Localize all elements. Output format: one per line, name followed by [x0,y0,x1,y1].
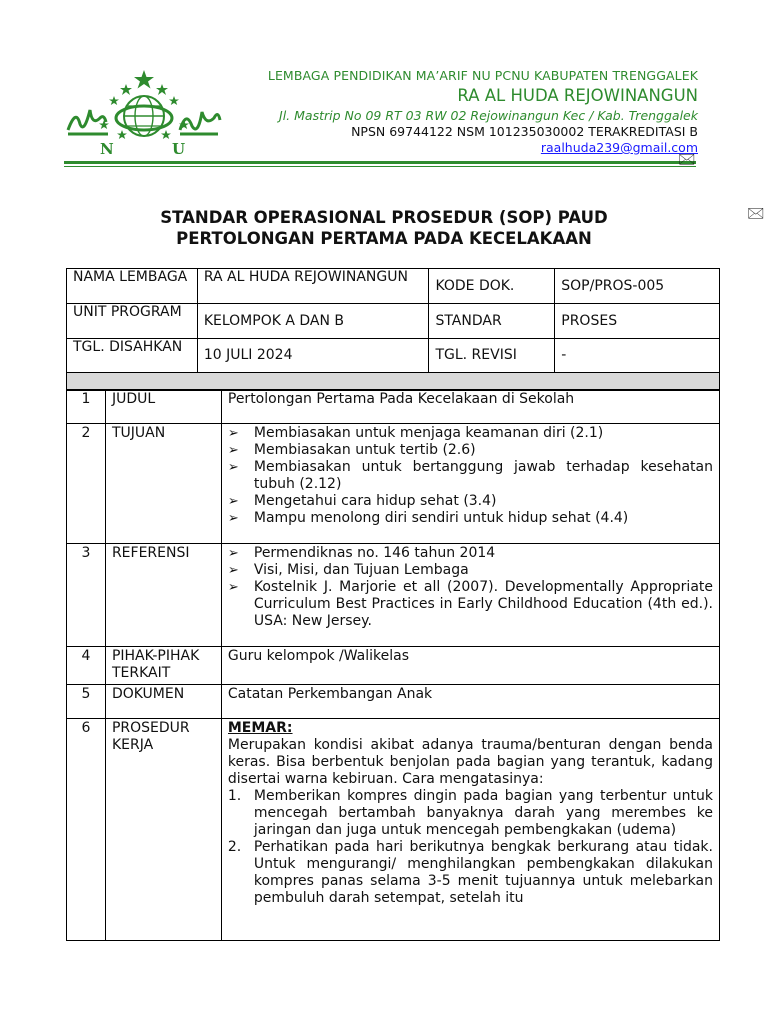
logo-letter-n: N [100,140,114,158]
list-item: ➢ Visi, Misi, dan Tujuan Lembaga [228,562,713,579]
info-label-kode: KODE DOK. [429,269,555,304]
list-item: ➢ Membiasakan untuk menjaga keamanan diri (2.1) [228,425,713,442]
row-content-judul: Pertolongan Pertama Pada Kecelakaan di Sekolah [221,390,719,424]
row-label-dokumen: DOKUMEN [105,685,221,719]
row-number: 2 [67,424,106,544]
list-item: ➢ Mampu menolong diri sendiri untuk hidup sehat (4.4) [228,510,713,527]
list-item [228,788,713,839]
section-intro: Merupakan kondisi akibat adanya trauma/benturan dengan benda keras. Bisa berbentuk benjolan pada bagian yang terantuk, kadang disertai warna kebiruan. Cara mengatasinya: [227,737,713,787]
info-label-revisi: TGL. REVISI [429,339,555,373]
info-value-nama: RA AL HUDA REJOWINANGUN [197,269,429,304]
title-line-1: STANDAR OPERASIONAL PROSEDUR (SOP) PAUD [160,208,608,227]
row-number: 3 [67,544,106,647]
row-label-prosedur: PROSEDUR KERJA [105,719,221,941]
list-item: ➢ Membiasakan untuk tertib (2.6) [228,442,713,459]
info-label-standar: STANDAR [429,304,555,339]
list-item: ➢ Permendiknas no. 146 tahun 2014 [228,545,713,562]
list-item: ➢ Mengetahui cara hidup sehat (3.4) [228,493,713,510]
info-label-unit: UNIT PROGRAM [67,304,198,339]
school-registration: NPSN 69744122 NSM 101235030002 TERAKREDITASI B [351,124,698,139]
step-number: 1. [227,788,242,804]
row-number: 6 [67,719,106,941]
info-value-unit: KELOMPOK A DAN B [197,304,429,339]
header-divider-thin [64,166,696,167]
nu-logo [64,68,224,162]
row-label-judul: JUDUL [105,390,221,424]
row-number: 1 [67,390,106,424]
shaded-separator [67,373,720,391]
school-address: Jl. Mastrip No 09 RT 03 RW 02 Rejowinangun Kec / Kab. Trenggalek [279,108,698,123]
list-item: ➢ Membiasakan untuk bertanggung jawab terhadap kesehatan tubuh (2.12) [228,459,713,493]
row-content-referensi [221,544,719,647]
row-content-prosedur [221,719,719,941]
header-divider [64,161,696,164]
row-label-pihak: PIHAK-PIHAK TERKAIT [105,647,221,685]
logo-letter-u: U [172,140,186,158]
info-label-tgl: TGL. DISAHKAN [67,339,198,373]
row-content-tujuan [221,424,719,544]
step-number: 2. [227,839,242,855]
step-text: Perhatikan pada hari berikutnya bengkak berkurang atau tidak. Untuk mengurangi/ menghilangkan pembengkakan dilakukan kompres panas selama 3-5 menit tujuannya untuk melebarkan pembuluh darah setempat, setelah itu [253,839,713,906]
row-label-referensi: REFERENSI [105,544,221,647]
school-name: RA AL HUDA REJOWINANGUN [457,86,698,105]
email-link[interactable]: raalhuda239@gmail.com [540,140,698,155]
info-value-standar: PROSES [555,304,720,339]
info-value-tgl: 10 JULI 2024 [197,339,429,373]
page-title [64,207,704,249]
envelope-icon: 🖂 [678,150,696,168]
info-value-revisi: - [555,339,720,373]
list-item: ➢ Kostelnik J. Marjorie et all (2007). Developmentally Appropriate Curriculum Best Practices in Early Childhood Education (4th ed.). USA: New Jersey. [228,579,713,630]
row-number: 4 [67,647,106,685]
title-line-2: PERTOLONGAN PERTAMA PADA KECELAKAAN [176,229,592,248]
row-label-tujuan: TUJUAN [105,424,221,544]
info-value-kode: SOP/PROS-005 [555,269,720,304]
section-heading-memar: MEMAR: [227,720,293,736]
institution-name: LEMBAGA PENDIDIKAN MA’ARIF NU PCNU KABUPATEN TRENGGALEK [267,68,698,83]
row-number: 5 [67,685,106,719]
list-item [228,839,713,907]
sop-content-table [66,389,720,941]
row-content-dokumen: Catatan Perkembangan Anak [221,685,719,719]
document-info-table [66,268,720,391]
info-label-nama: NAMA LEMBAGA [67,269,198,304]
step-text: Memberikan kompres dingin pada bagian yang terbentur untuk mencegah bertambah banyaknya darah yang merembes ke jaringan dan juga untuk mencegah pembengkakan (udema) [253,788,713,838]
row-content-pihak: Guru kelompok /Walikelas [221,647,719,685]
envelope-icon: 🖂 [747,204,765,222]
